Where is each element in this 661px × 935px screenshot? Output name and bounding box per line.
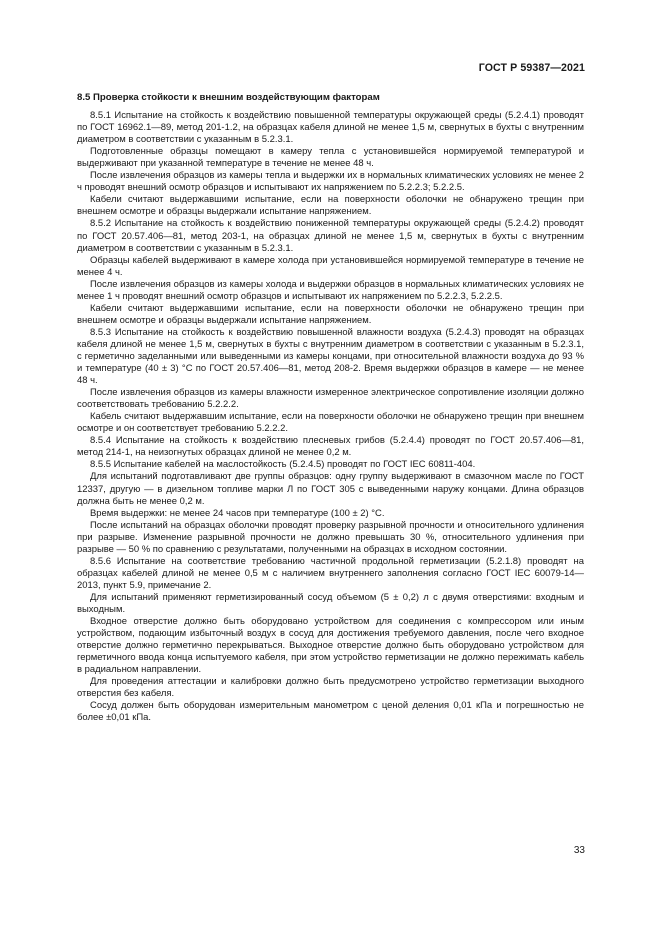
paragraph: 8.5.4 Испытание на стойкость к воздействию плесневых грибов (5.2.4.4) проводят по ГОСТ 20.57.406—81, метод 214-1, на неизогнутых образцах длиной не менее 0,2 м.: [77, 435, 584, 459]
paragraph: Время выдержки: не менее 24 часов при температуре (100 ± 2) °С.: [90, 507, 385, 519]
paragraph: Для проведения аттестации и калибровки должно быть предусмотрено устройство герметизации выходного отверстия без кабеля.: [77, 676, 584, 700]
paragraph: После извлечения образцов из камеры влажности измеренное электрическое сопротивление изоляции должно соответствовать требованию 5.2.2.2.: [77, 387, 584, 411]
paragraph: 8.5.1 Испытание на стойкость к воздействию повышенной температуры окружающей среды (5.2.4.1) проводят по ГОСТ 16962.1—89, метод 201-1.2, на образцах кабеля длиной не менее 1,5 м, свернутых в бухты с внутренним диаметром в соответствии с указанным в 5.2.3.1.: [77, 110, 584, 146]
paragraph: 8.5.2 Испытание на стойкость к воздействию пониженной температуры окружающей среды (5.2.4.2) проводят по ГОСТ 20.57.406—81, метод 203-1, на образцах длиной не менее 1,5 м, свернутых в бухты с внутренним диаметром в соответствии с указанным в 5.2.3.1.: [77, 218, 584, 254]
page-number: 33: [573, 845, 585, 856]
paragraph: Подготовленные образцы помещают в камеру тепла с установившейся нормируемой температурой и выдерживают при указанной температуре в течение не менее 48 ч.: [77, 146, 584, 170]
paragraph: Кабель считают выдержавшим испытание, если на поверхности оболочки не обнаружено трещин при внешнем осмотре и он соответствует требованию 5.2.2.2.: [77, 411, 584, 435]
paragraph: 8.5.3 Испытание на стойкость к воздействию повышенной влажности воздуха (5.2.4.3) проводят на образцах кабеля длиной не менее 1,5 м, свернутых в бухты с внутренним диаметром в соответствии с указанным в 5.2.3.1, с герметично заделанными или выведенными из камеры концами, при относительной влажности воздуха до 93 % и температуре (40 ± 3) °С по ГОСТ 20.57.406—81, метод 208-2. Время выдержки образцов в камере — не менее 48 ч.: [77, 326, 584, 387]
section-title: 8.5 Проверка стойкости к внешним воздействующим факторам: [77, 92, 380, 103]
paragraph: Сосуд должен быть оборудован измерительным манометром с ценой деления 0,01 кПа и погрешностью не более ±0,01 кПа.: [77, 700, 584, 724]
paragraph: Образцы кабелей выдерживают в камере холода при установившейся нормируемой температуре в течение не менее 4 ч.: [77, 254, 584, 278]
paragraph: 8.5.5 Испытание кабелей на маслостойкость (5.2.4.5) проводят по ГОСТ IEC 60811-404.: [90, 459, 476, 471]
paragraph: Для испытаний подготавливают две группы образцов: одну группу выдерживают в смазочном масле по ГОСТ 12337, другую — в дизельном топливе марки Л по ГОСТ 305 с выведенными наружу концами. Длина образцов должна быть не менее 0,2 м.: [77, 471, 584, 507]
document-code-header: ГОСТ Р 59387—2021: [478, 62, 585, 74]
paragraph: После испытаний на образцах оболочки проводят проверку разрывной прочности и относительного удлинения при разрыве. Изменение разрывной прочности не должно превышать 30 %, относительного удлинения при разрыве — 50 % по сравнению с результатами, полученными на образцах в исходном состоянии.: [77, 519, 584, 555]
paragraph: Входное отверстие должно быть оборудовано устройством для соединения с компрессором или иным устройством, подающим избыточный воздух в сосуд для достижения требуемого давления, после чего входное отверстие должно герметично перекрываться. Выходное отверстие должно быть оборудовано устройством для герметичного ввода конца испытуемого кабеля, при этом устройство герметизации не должно пережимать кабель в радиальном направлении.: [77, 616, 584, 676]
paragraph: После извлечения образцов из камеры тепла и выдержки их в нормальных климатических условиях не менее 2 ч проводят внешний осмотр образцов и испытывают их напряжением по 5.2.2.3; 5.2.2.5.: [77, 170, 584, 194]
paragraph: Для испытаний применяют герметизированный сосуд объемом (5 ± 0,2) л с двумя отверстиями: входным и выходным.: [77, 591, 584, 615]
paragraph: 8.5.6 Испытание на соответствие требованию частичной продольной герметизации (5.2.1.8) проводят на образцах кабелей длиной не менее 0,5 м с наличием внутреннего заполнения согласно ГОСТ IEC 60079-14—2013, пункт 5.9, примечание 2.: [77, 555, 584, 591]
paragraph: После извлечения образцов из камеры холода и выдержки образцов в нормальных климатических условиях не менее 1 ч проводят внешний осмотр образцов и испытывают их напряжением по 5.2.2.3, 5.2.2.5.: [77, 278, 584, 302]
paragraph: Кабели считают выдержавшими испытание, если на поверхности оболочки не обнаружено трещин при внешнем осмотре и образцы выдержали испытание напряжением.: [77, 302, 584, 326]
paragraph: Кабели считают выдержавшими испытание, если на поверхности оболочки не обнаружено трещин при внешнем осмотре и образцы выдержали испытание напряжением.: [77, 194, 584, 218]
document-body: [77, 92, 584, 724]
